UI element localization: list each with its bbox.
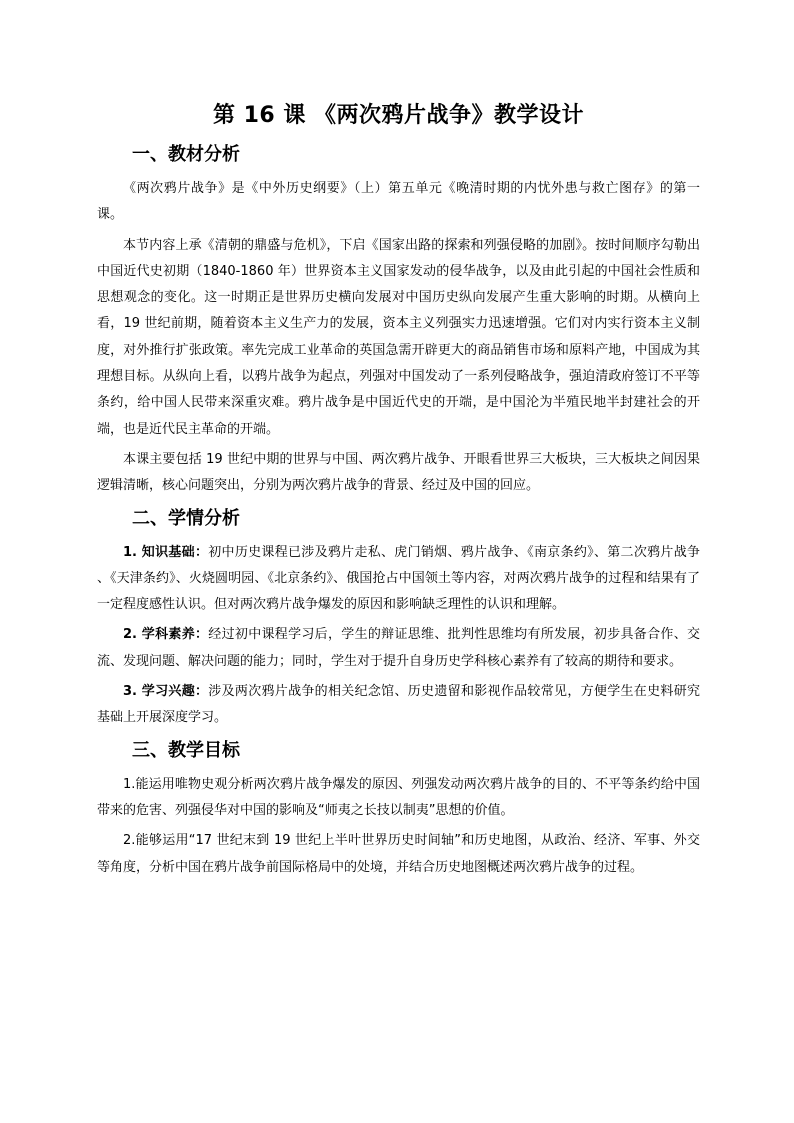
paragraph-text: 本课主要包括 19 世纪中期的世界与中国、两次鸦片战争、开眼看世界三大板块，三大板块之间因果逻辑清晰，核心问题突出，分别为两次鸦片战争的背景、经过及中国的回应。	[97, 451, 700, 494]
section-heading-student-analysis: 二、学情分析	[132, 507, 240, 529]
paragraph-text: 2.能够运用“17 世纪末到 19 世纪上半叶世界历史时间轴”和历史地图，从政治、经济、军事、外交等角度，分析中国在鸦片战争前国际格局中的处境，并结合历史地图概述两次鸦片战争的过程。	[97, 833, 700, 875]
paragraph	[97, 622, 700, 675]
paragraph	[97, 447, 700, 500]
paragraph-text: 本节内容上承《清朝的鼎盛与危机》，下启《国家出路的探索和列强侵略的加剧》。按时间顺序勾勒出中国近代史初期（1840-1860 年）世界资本主义国家发动的侵华战争，以及由此引起的中国社会性质和思想观念的变化。这一时期正是世界历史横向发展对中国历史纵向发展产生重大影响的时期。从横向上看，19 世纪前期，随着资本主义生产力的发展，资本主义列强实力迅速增强。它们对内实行资本主义制度，对外推行扩张政策。率先完成工业革命的英国急需开辟更大的商品销售市场和原料产地，中国成为其理想目标。从纵向上看，以鸦片战争为起点，列强对中国发动了一系列侵略战争，强迫清政府签订不平等条约，给中国人民带来深重灾难。鸦片战争是中国近代史的开端，是中国沦为半殖民地半封建社会的开端，也是近代民主革命的开端。	[97, 237, 700, 437]
paragraph	[97, 772, 700, 825]
paragraph-text: 《两次鸦片战争》是《中外历史纲要》（上）第五单元《晚清时期的内忧外患与救亡图存》的第一课。	[97, 181, 700, 223]
document-content	[97, 98, 700, 885]
paragraph-text: 1.能运用唯物史观分析两次鸦片战争爆发的原因、列强发动两次鸦片战争的目的、不平等条约给中国带来的危害、列强侵华对中国的影响及“师夷之长技以制夷”思想的价值。	[97, 776, 700, 818]
paragraph-text: 涉及两次鸦片战争的相关纪念馆、历史遗留和影视作品较常见，方便学生在史料研究基础上开展深度学习。	[97, 684, 700, 726]
paragraph-lead: 3. 学习兴趣：	[123, 684, 209, 700]
paragraph	[97, 176, 700, 229]
section-heading-teaching-goals: 三、教学目标	[132, 739, 240, 761]
paragraph-lead: 2. 学科素养：	[123, 627, 209, 643]
paragraph-lead: 1. 知识基础：	[123, 544, 209, 560]
paragraph	[97, 679, 700, 732]
paragraph-text: 初中历史课程已涉及鸦片走私、虎门销烟、鸦片战争、《南京条约》、第二次鸦片战争 、《天津条约》、火烧圆明园、《北京条约》、俄国抢占中国领土等内容，对两次鸦片战争的过程和结果有了一定程度感性认识。但对两次鸦片战争爆发的原因和影响缺乏理性的认识和理解。	[97, 544, 700, 613]
document-title: 第 16 课 《两次鸦片战争》教学设计	[212, 103, 585, 128]
paragraph	[97, 540, 700, 619]
paragraph-text: 经过初中课程学习后，学生的辩证思维、批判性思维均有所发展，初步具备合作、交流、发现问题、解决问题的能力；同时，学生对于提升自身历史学科核心素养有了较高的期待和要求。	[97, 627, 700, 669]
section-heading-textbook-analysis: 一、教材分析	[132, 144, 240, 165]
paragraph	[97, 828, 700, 881]
paragraph	[97, 233, 700, 443]
